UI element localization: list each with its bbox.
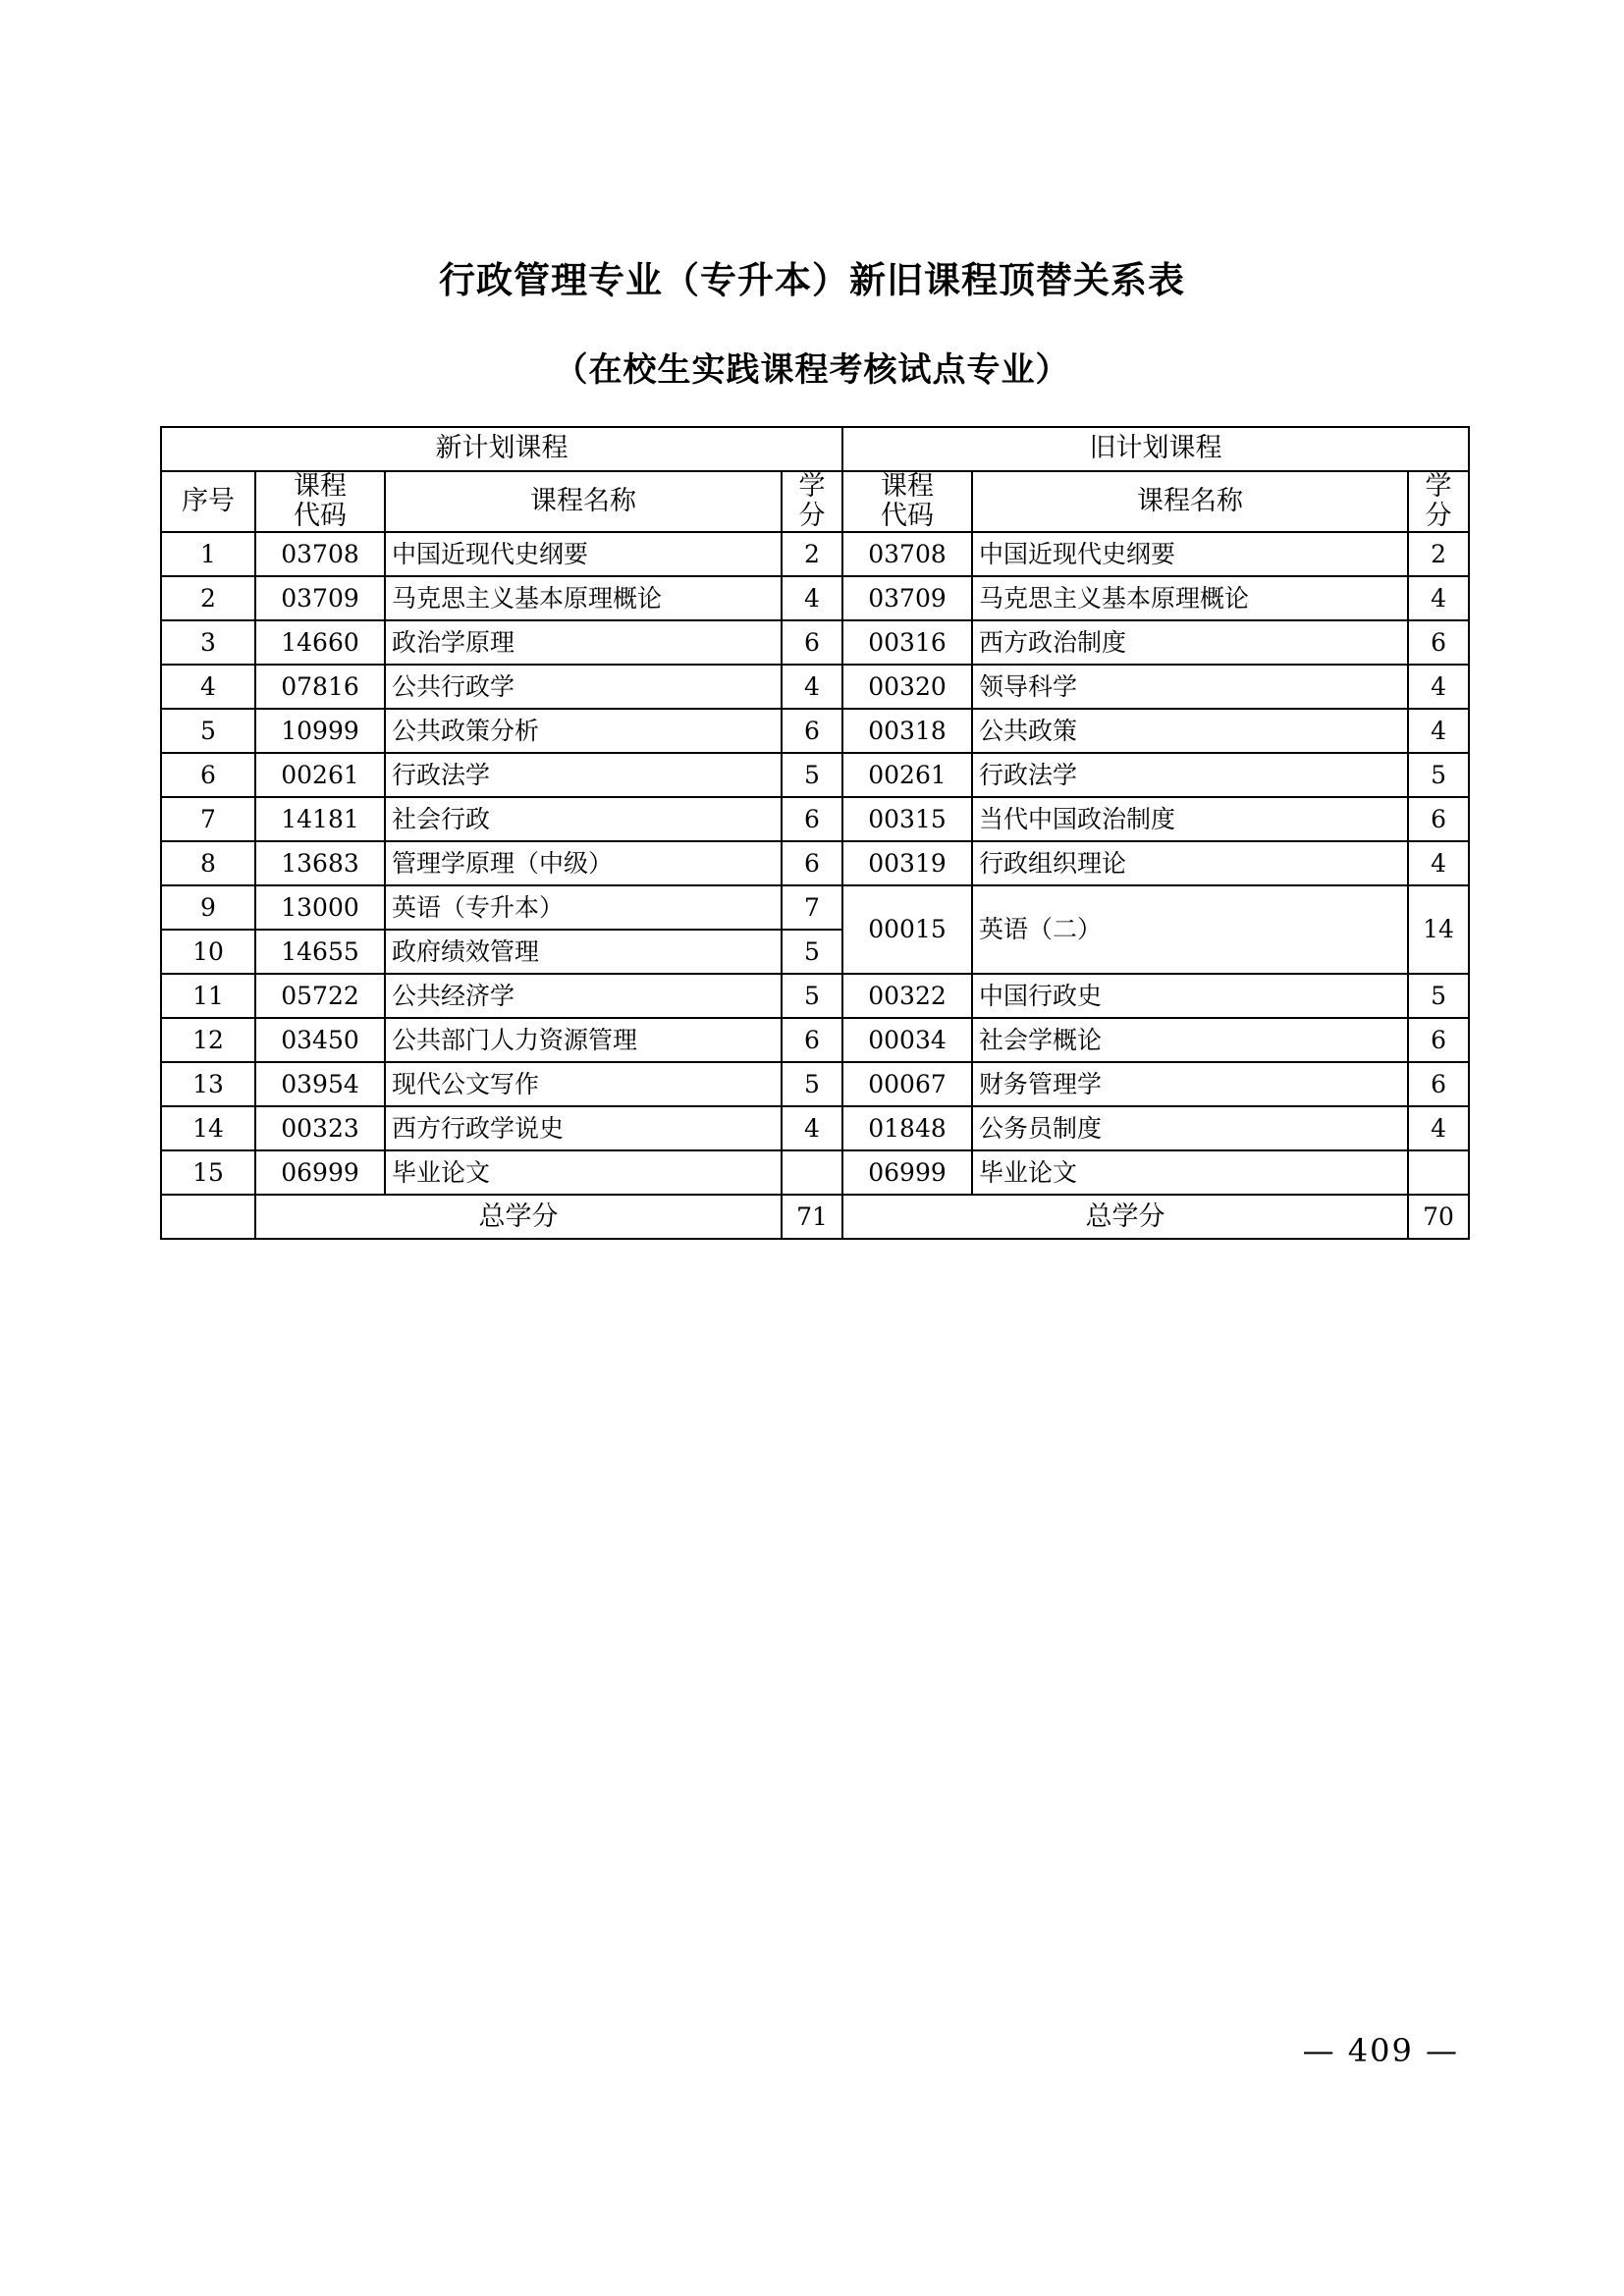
cell-new-credit: 4 — [782, 576, 842, 620]
cell-new-name: 毕业论文 — [385, 1150, 782, 1195]
cell-old-credit: 4 — [1408, 841, 1469, 885]
table-row — [161, 974, 1469, 1018]
cell-old-code: 00322 — [842, 974, 972, 1018]
cell-new-name: 公共政策分析 — [385, 709, 782, 753]
course-mapping-table — [160, 426, 1470, 1240]
cell-new-code: 13000 — [255, 885, 385, 930]
cell-new-name: 西方行政学说史 — [385, 1106, 782, 1150]
column-header-new-code-line2: 代码 — [294, 501, 347, 532]
column-header-old-code-line1: 课程 — [881, 471, 934, 502]
cell-old-code: 00015 — [842, 885, 972, 974]
column-header-row — [161, 471, 1469, 532]
cell-new-code: 14660 — [255, 620, 385, 665]
cell-new-name: 政治学原理 — [385, 620, 782, 665]
group-header-new-plan: 新计划课程 — [161, 427, 842, 471]
column-header-old-code-line2: 代码 — [881, 501, 934, 532]
cell-old-name: 中国近现代史纲要 — [972, 532, 1408, 576]
cell-new-code: 00323 — [255, 1106, 385, 1150]
cell-new-name: 公共经济学 — [385, 974, 782, 1018]
title-block — [0, 257, 1624, 392]
cell-new-credit: 5 — [782, 1062, 842, 1106]
cell-new-name: 公共行政学 — [385, 665, 782, 709]
cell-old-credit: 5 — [1408, 753, 1469, 797]
cell-old-credit: 6 — [1408, 620, 1469, 665]
table-row — [161, 532, 1469, 576]
table-row — [161, 841, 1469, 885]
cell-old-credit: 6 — [1408, 1062, 1469, 1106]
total-value-old: 70 — [1408, 1195, 1469, 1239]
cell-old-name: 英语（二） — [972, 885, 1408, 974]
cell-new-credit: 5 — [782, 930, 842, 974]
cell-old-credit: 4 — [1408, 576, 1469, 620]
cell-old-credit: 2 — [1408, 532, 1469, 576]
cell-old-credit: 4 — [1408, 1106, 1469, 1150]
cell-index: 8 — [161, 841, 255, 885]
cell-new-credit: 6 — [782, 620, 842, 665]
cell-new-name: 现代公文写作 — [385, 1062, 782, 1106]
cell-old-code: 06999 — [842, 1150, 972, 1195]
table-row — [161, 709, 1469, 753]
cell-old-code: 00316 — [842, 620, 972, 665]
cell-new-credit: 4 — [782, 1106, 842, 1150]
cell-old-name: 领导科学 — [972, 665, 1408, 709]
cell-index: 12 — [161, 1018, 255, 1062]
column-header-new-credit-line2: 分 — [798, 501, 826, 532]
cell-old-code: 00034 — [842, 1018, 972, 1062]
column-header-new-code-line1: 课程 — [294, 471, 347, 502]
cell-old-code: 00319 — [842, 841, 972, 885]
cell-old-code: 00320 — [842, 665, 972, 709]
cell-old-name: 财务管理学 — [972, 1062, 1408, 1106]
cell-index: 7 — [161, 797, 255, 841]
cell-old-name: 马克思主义基本原理概论 — [972, 576, 1408, 620]
page-title: 行政管理专业（专升本）新旧课程顶替关系表 — [439, 258, 1185, 301]
cell-new-code: 10999 — [255, 709, 385, 753]
column-header-old-credit-line2: 分 — [1425, 501, 1452, 532]
table-row — [161, 753, 1469, 797]
column-header-old-credit — [1408, 471, 1469, 532]
cell-new-name: 英语（专升本） — [385, 885, 782, 930]
cell-new-credit: 2 — [782, 532, 842, 576]
cell-new-name: 管理学原理（中级） — [385, 841, 782, 885]
table-row — [161, 1062, 1469, 1106]
column-header-old-credit-line1: 学 — [1425, 471, 1452, 502]
cell-new-code: 05722 — [255, 974, 385, 1018]
cell-new-code: 13683 — [255, 841, 385, 885]
cell-old-code: 01848 — [842, 1106, 972, 1150]
table-row — [161, 885, 1469, 930]
cell-index: 9 — [161, 885, 255, 930]
cell-new-credit: 5 — [782, 974, 842, 1018]
course-mapping-table-container — [160, 426, 1468, 1240]
cell-old-code: 03708 — [842, 532, 972, 576]
table-row — [161, 665, 1469, 709]
total-row — [161, 1195, 1469, 1239]
cell-new-name: 中国近现代史纲要 — [385, 532, 782, 576]
cell-old-name: 公共政策 — [972, 709, 1408, 753]
cell-old-code: 00067 — [842, 1062, 972, 1106]
cell-index: 2 — [161, 576, 255, 620]
cell-old-name: 社会学概论 — [972, 1018, 1408, 1062]
page-subtitle: （在校生实践课程考核试点专业） — [554, 350, 1070, 391]
cell-old-name: 当代中国政治制度 — [972, 797, 1408, 841]
table-row — [161, 797, 1469, 841]
cell-new-credit: 6 — [782, 841, 842, 885]
cell-new-credit — [782, 1150, 842, 1195]
cell-old-credit: 6 — [1408, 797, 1469, 841]
column-header-new-code — [255, 471, 385, 532]
cell-new-credit: 6 — [782, 797, 842, 841]
cell-new-credit: 4 — [782, 665, 842, 709]
cell-new-code: 06999 — [255, 1150, 385, 1195]
cell-old-code: 00261 — [842, 753, 972, 797]
cell-new-credit: 6 — [782, 1018, 842, 1062]
column-header-index: 序号 — [161, 471, 255, 532]
cell-old-credit — [1408, 1150, 1469, 1195]
total-label-old: 总学分 — [842, 1195, 1408, 1239]
cell-index: 10 — [161, 930, 255, 974]
group-header-old-plan: 旧计划课程 — [842, 427, 1469, 471]
table-footer — [161, 1195, 1469, 1239]
cell-index: 15 — [161, 1150, 255, 1195]
cell-new-code: 03708 — [255, 532, 385, 576]
cell-new-name: 行政法学 — [385, 753, 782, 797]
cell-old-name: 行政法学 — [972, 753, 1408, 797]
cell-new-name: 社会行政 — [385, 797, 782, 841]
column-header-old-name: 课程名称 — [972, 471, 1408, 532]
cell-new-credit: 7 — [782, 885, 842, 930]
column-header-new-name: 课程名称 — [385, 471, 782, 532]
group-header-row — [161, 427, 1469, 471]
cell-old-credit: 14 — [1408, 885, 1469, 974]
cell-old-credit: 5 — [1408, 974, 1469, 1018]
cell-new-code: 14655 — [255, 930, 385, 974]
cell-old-name: 公务员制度 — [972, 1106, 1408, 1150]
cell-new-code: 00261 — [255, 753, 385, 797]
cell-old-code: 00318 — [842, 709, 972, 753]
table-row — [161, 1106, 1469, 1150]
total-label-new: 总学分 — [255, 1195, 782, 1239]
cell-old-credit: 4 — [1408, 709, 1469, 753]
cell-new-code: 03954 — [255, 1062, 385, 1106]
cell-index: 6 — [161, 753, 255, 797]
table-row — [161, 620, 1469, 665]
cell-new-credit: 5 — [782, 753, 842, 797]
page-number: — 409 — — [1302, 2032, 1459, 2069]
cell-old-code: 00315 — [842, 797, 972, 841]
table-row — [161, 1018, 1469, 1062]
cell-old-name: 毕业论文 — [972, 1150, 1408, 1195]
cell-index: 4 — [161, 665, 255, 709]
column-header-new-credit — [782, 471, 842, 532]
cell-new-code: 03450 — [255, 1018, 385, 1062]
table-row — [161, 576, 1469, 620]
cell-index: 13 — [161, 1062, 255, 1106]
cell-index: 5 — [161, 709, 255, 753]
cell-new-code: 07816 — [255, 665, 385, 709]
total-value-new: 71 — [782, 1195, 842, 1239]
table-body — [161, 532, 1469, 1195]
table-row — [161, 1150, 1469, 1195]
cell-old-name: 行政组织理论 — [972, 841, 1408, 885]
cell-old-name: 西方政治制度 — [972, 620, 1408, 665]
cell-old-credit: 6 — [1408, 1018, 1469, 1062]
cell-index: 3 — [161, 620, 255, 665]
table-header — [161, 427, 1469, 532]
total-spacer-new — [161, 1195, 255, 1239]
column-header-old-code — [842, 471, 972, 532]
cell-new-code: 03709 — [255, 576, 385, 620]
column-header-new-credit-line1: 学 — [798, 471, 826, 502]
cell-new-name: 马克思主义基本原理概论 — [385, 576, 782, 620]
cell-new-name: 公共部门人力资源管理 — [385, 1018, 782, 1062]
cell-index: 1 — [161, 532, 255, 576]
cell-new-credit: 6 — [782, 709, 842, 753]
cell-new-code: 14181 — [255, 797, 385, 841]
cell-old-credit: 4 — [1408, 665, 1469, 709]
cell-new-name: 政府绩效管理 — [385, 930, 782, 974]
cell-old-code: 03709 — [842, 576, 972, 620]
cell-old-name: 中国行政史 — [972, 974, 1408, 1018]
cell-index: 11 — [161, 974, 255, 1018]
cell-index: 14 — [161, 1106, 255, 1150]
